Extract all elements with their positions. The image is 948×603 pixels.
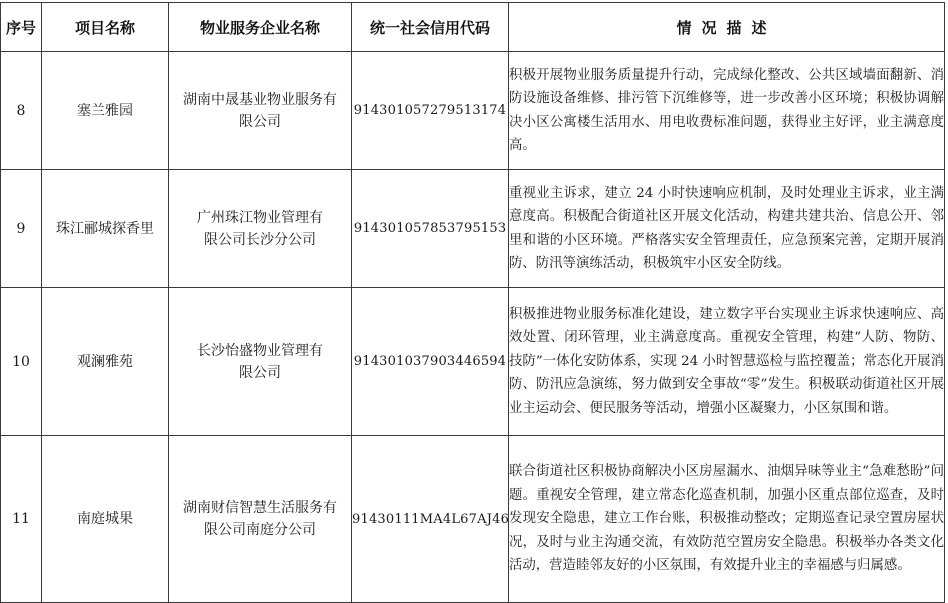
row-project-name: 塞兰雅园 xyxy=(42,52,169,170)
row-project-name: 观澜雅苑 xyxy=(42,288,169,436)
table-row xyxy=(1,52,945,170)
row-index: 10 xyxy=(1,288,42,436)
row-company-name: 长沙怡盛物业管理有限公司 xyxy=(169,288,352,436)
header-company-name: 物业服务企业名称 xyxy=(169,3,352,52)
table-row xyxy=(1,288,945,436)
row-credit-code: 91430111MA4L67AJ46 xyxy=(352,436,509,603)
row-index: 8 xyxy=(1,52,42,170)
table-row xyxy=(1,436,945,603)
table-row xyxy=(1,170,945,288)
property-service-table xyxy=(0,2,945,603)
header-index: 序号 xyxy=(1,3,42,52)
row-credit-code: 91430105785379515З xyxy=(352,170,509,288)
row-company-name: 湖南中晟基业物业服务有限公司 xyxy=(169,52,352,170)
row-company-name: 广州珠江物业管理有限公司长沙分公司 xyxy=(169,170,352,288)
row-description: 联合街道社区积极协商解决小区房屋漏水、油烟异味等业主“急难愁盼”问题。重视安全管理，建立常态化巡查机制，加强小区重点部位巡查，及时发现安全隐患，建立工作台账，积极推动整改；定期巡查记录空置房屋状况，及时与业主沟通交流，有效防范空置房安全隐患。积极举办各类文化活动，营造睦邻友好的小区氛围，有效提升业主的幸福感与归属感。 xyxy=(509,436,945,603)
table-header-row xyxy=(1,3,945,52)
row-project-name: 珠江郦城探香里 xyxy=(42,170,169,288)
header-description: 情况描述 xyxy=(509,3,945,52)
row-index: 11 xyxy=(1,436,42,603)
row-description: 重视业主诉求，建立 24 小时快速响应机制，及时处理业主诉求，业主满意度高。积极配合街道社区开展文化活动，构建共建共治、信息公开、邻里和谐的小区环境。严格落实安全管理责任，应急预案完善，定期开展消防、防汛等演练活动，积极筑牢小区安全防线。 xyxy=(509,170,945,288)
row-credit-code: 914301037903446594 xyxy=(352,288,509,436)
header-project-name: 项目名称 xyxy=(42,3,169,52)
row-index: 9 xyxy=(1,170,42,288)
row-description: 积极开展物业服务质量提升行动，完成绿化整改、公共区域墙面翻新、消防设施设备维修、排污管下沉维修等，进一步改善小区环境；积极协调解决小区公寓楼生活用水、用电收费标准问题，获得业主好评，业主满意度高。 xyxy=(509,52,945,170)
row-project-name: 南庭城果 xyxy=(42,436,169,603)
row-description: 积极推进物业服务标准化建设，建立数字平台实现业主诉求快速响应、高效处置、闭环管理，业主满意度高。重视安全管理，构建“人防、物防、技防”一体化安防体系，实现 24 小时智慧巡检与监控覆盖；常态化开展消防、防汛应急演练，努力做到安全事故“零”发生。积极联动街道社区开展业主运动会、便民服务等活动，增强小区凝聚力，小区氛围和谐。 xyxy=(509,288,945,436)
row-credit-code: 914301057279513174 xyxy=(352,52,509,170)
row-company-name: 湖南财信智慧生活服务有限公司南庭分公司 xyxy=(169,436,352,603)
header-credit-code: 统一社会信用代码 xyxy=(352,3,509,52)
